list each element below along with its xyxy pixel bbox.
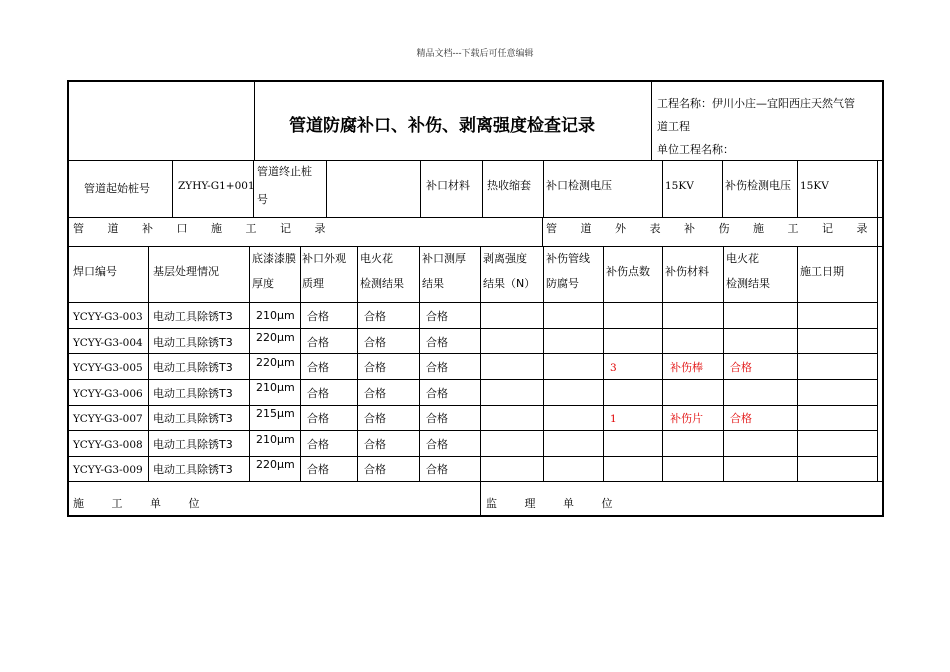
repair-material: 补伤棒: [670, 361, 703, 374]
repair-voltage-label: 补伤检测电压: [725, 179, 791, 192]
supervision-unit-label: 监 理 单 位: [486, 497, 625, 510]
form-title: 管道防腐补口、补伤、剥离强度检查记录: [289, 116, 595, 136]
surface-treatment: 电动工具除锈T3: [153, 310, 233, 323]
primer-thickness: 210μm: [256, 381, 295, 394]
joint-appearance: 合格: [307, 412, 329, 425]
joint-appearance: 合格: [307, 438, 329, 451]
col-joint-appearance: 补口外观: [302, 252, 346, 265]
col-repair-spark-2: 检测结果: [726, 277, 770, 290]
joint-voltage-label: 补口检测电压: [546, 179, 612, 192]
page-header: 精品文档---下载后可任意编辑: [416, 49, 534, 59]
weld-id: YCYY-G3-005: [73, 362, 143, 374]
end-chainage-label: 管道终止桩: [257, 165, 312, 178]
primer-thickness: 215μm: [256, 407, 295, 420]
unit-project-label: 单位工程名称：: [657, 143, 734, 156]
col-repair-spark: 电火花: [726, 252, 759, 265]
section-repair-record: 管 道 外 表 补 伤 施 工 记 录: [546, 222, 878, 235]
col-peel-strength-2: 结果（N）: [483, 277, 536, 290]
joint-material-value: 热收缩套: [487, 179, 531, 192]
repair-spark-result: 合格: [730, 361, 752, 374]
primer-thickness: 220μm: [256, 458, 295, 471]
repair-points: 1: [610, 413, 617, 425]
thickness-result: 合格: [426, 412, 448, 425]
col-primer-thickness: 底漆漆膜: [252, 252, 296, 265]
project-name-cont: 道工程: [657, 120, 690, 133]
joint-appearance: 合格: [307, 361, 329, 374]
spark-result: 合格: [364, 361, 386, 374]
spark-result: 合格: [364, 310, 386, 323]
col-spark-test-2: 检测结果: [360, 277, 404, 290]
col-peel-strength: 剥离强度: [483, 252, 527, 265]
repair-points: 3: [610, 362, 617, 374]
primer-thickness: 220μm: [256, 356, 295, 369]
col-repair-pipe-no: 补伤管线: [546, 252, 590, 265]
repair-spark-result: 合格: [730, 412, 752, 425]
surface-treatment: 电动工具除锈T3: [153, 463, 233, 476]
weld-id: YCYY-G3-009: [73, 464, 143, 476]
thickness-result: 合格: [426, 310, 448, 323]
col-spark-test: 电火花: [360, 252, 393, 265]
surface-treatment: 电动工具除锈T3: [153, 438, 233, 451]
joint-appearance: 合格: [307, 463, 329, 476]
col-thickness-test: 补口测厚: [422, 252, 466, 265]
start-chainage-label: 管道起始桩号: [84, 182, 150, 195]
col-repair-material: 补伤材料: [665, 265, 709, 278]
thickness-result: 合格: [426, 387, 448, 400]
joint-appearance: 合格: [307, 336, 329, 349]
col-repair-points: 补伤点数: [606, 265, 650, 278]
surface-treatment: 电动工具除锈T3: [153, 361, 233, 374]
thickness-result: 合格: [426, 336, 448, 349]
surface-treatment: 电动工具除锈T3: [153, 412, 233, 425]
col-weld-id: 焊口编号: [73, 265, 117, 278]
weld-id: YCYY-G3-006: [73, 388, 143, 400]
col-thickness-test-2: 结果: [422, 277, 444, 290]
col-primer-thickness-2: 厚度: [252, 277, 274, 290]
surface-treatment: 电动工具除锈T3: [153, 336, 233, 349]
start-chainage-value: ZYHY-G1+001: [178, 180, 255, 192]
spark-result: 合格: [364, 412, 386, 425]
spark-result: 合格: [364, 438, 386, 451]
col-construction-date: 施工日期: [800, 265, 844, 278]
joint-appearance: 合格: [307, 387, 329, 400]
repair-material: 补伤片: [670, 412, 703, 425]
primer-thickness: 210μm: [256, 309, 295, 322]
weld-id: YCYY-G3-007: [73, 413, 143, 425]
construction-unit-label: 施 工 单 位: [73, 497, 212, 510]
weld-id: YCYY-G3-003: [73, 311, 143, 323]
thickness-result: 合格: [426, 463, 448, 476]
primer-thickness: 220μm: [256, 331, 295, 344]
repair-voltage-value: 15KV: [800, 180, 829, 192]
thickness-result: 合格: [426, 438, 448, 451]
joint-voltage-value: 15KV: [665, 180, 694, 192]
col-repair-pipe-no-2: 防腐号: [546, 277, 579, 290]
col-surface-treatment: 基层处理情况: [153, 265, 219, 278]
spark-result: 合格: [364, 463, 386, 476]
weld-id: YCYY-G3-008: [73, 439, 143, 451]
joint-material-label: 补口材料: [426, 179, 470, 192]
weld-id: YCYY-G3-004: [73, 337, 143, 349]
spark-result: 合格: [364, 336, 386, 349]
project-name: 工程名称：伊川小庄—宜阳西庄天然气管: [657, 97, 855, 110]
end-chainage-label-cont: 号: [257, 193, 268, 206]
spark-result: 合格: [364, 387, 386, 400]
primer-thickness: 210μm: [256, 433, 295, 446]
joint-appearance: 合格: [307, 310, 329, 323]
thickness-result: 合格: [426, 361, 448, 374]
surface-treatment: 电动工具除锈T3: [153, 387, 233, 400]
col-joint-appearance-2: 质理: [302, 277, 324, 290]
section-joint-record: 管 道 补 口 施 工 记 录: [73, 222, 336, 235]
